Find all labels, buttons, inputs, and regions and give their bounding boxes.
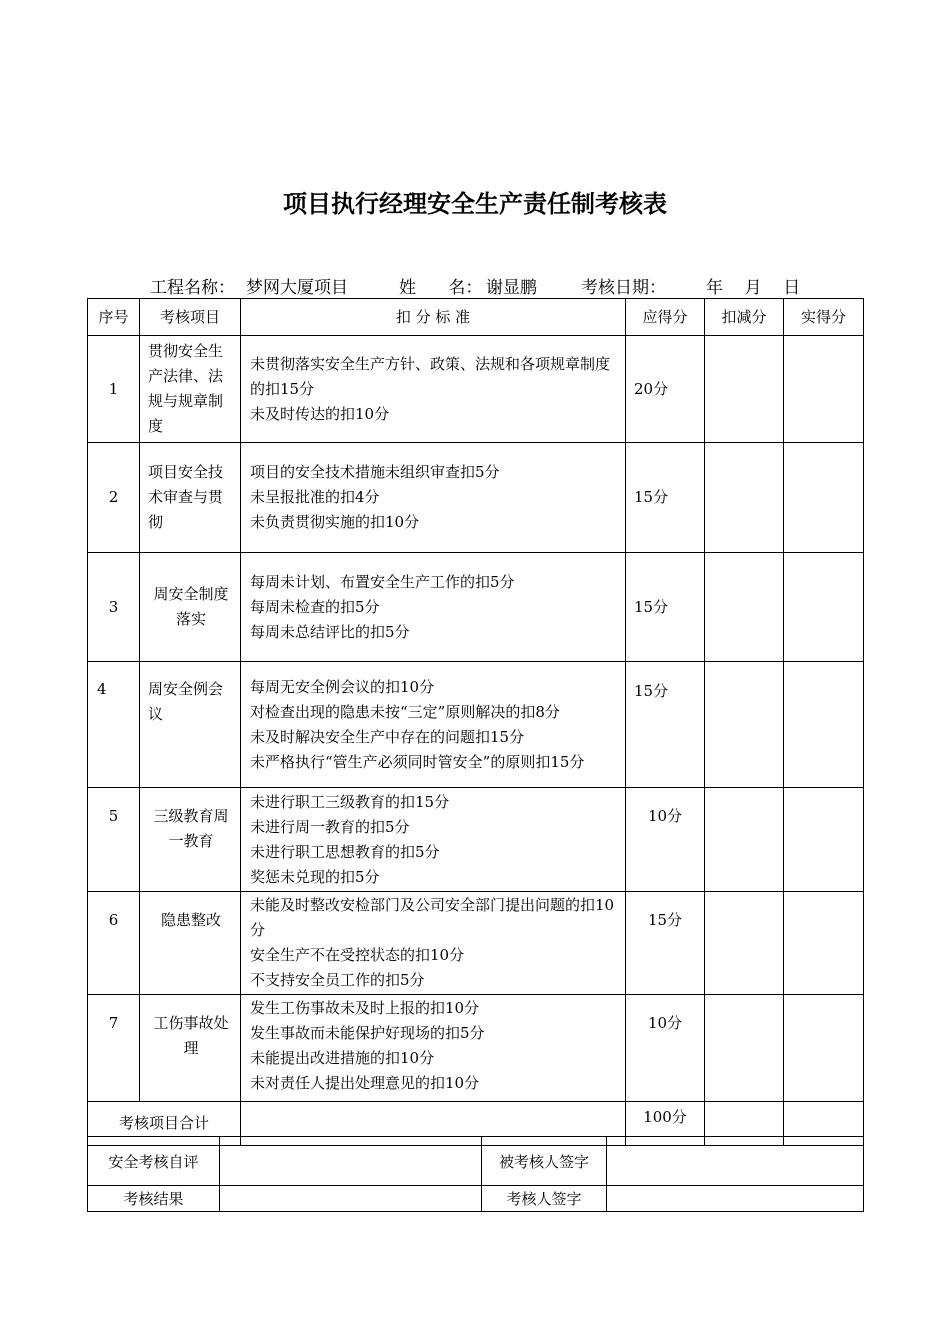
row-deduct-cell xyxy=(705,995,784,1102)
row-no: 1 xyxy=(88,336,140,443)
header-item: 考核项目 xyxy=(140,299,241,336)
row-points: 20分 xyxy=(626,336,705,443)
row-standard xyxy=(241,336,626,443)
header-points: 应得分 xyxy=(626,299,705,336)
self-eval-field[interactable] xyxy=(220,1137,482,1186)
header-row xyxy=(88,299,864,336)
standard-line: 未贯彻落实安全生产方针、政策、法规和各项规章制度的扣15分 xyxy=(250,354,611,398)
standard-line: 发生事故而未能保护好现场的扣5分 xyxy=(250,1024,485,1042)
row-no: 7 xyxy=(88,995,140,1102)
header-actual: 实得分 xyxy=(784,299,864,336)
row-deduct-cell xyxy=(705,662,784,788)
row-no: 5 xyxy=(88,788,140,892)
table-row xyxy=(88,662,864,788)
assessor-sign-label: 考核人签字 xyxy=(482,1186,607,1212)
signature-table xyxy=(87,1136,864,1212)
assessee-sign-label: 被考核人签字 xyxy=(482,1137,607,1186)
row-no: 6 xyxy=(88,892,140,995)
standard-line: 项目的安全技术措施未组织审查扣5分 xyxy=(250,463,500,481)
assessee-sign-field[interactable] xyxy=(607,1137,864,1186)
page-title: 项目执行经理安全生产责任制考核表 xyxy=(283,190,667,218)
header-standard: 扣 分 标 准 xyxy=(241,299,626,336)
standard-line: 未进行职工思想教育的扣5分 xyxy=(250,842,440,861)
row-standard xyxy=(241,892,626,995)
standard-line: 每周未总结评比的扣5分 xyxy=(250,622,410,641)
standard-line: 未严格执行“管生产必须同时管安全”的原则扣15分 xyxy=(250,752,585,771)
standard-line: 未及时传达的扣10分 xyxy=(250,404,390,423)
header-no: 序号 xyxy=(88,299,140,336)
row-item: 周安全制度落实 xyxy=(140,553,241,662)
row-points: 10分 xyxy=(626,788,705,892)
total-points: 100分 xyxy=(626,1102,705,1146)
standard-line: 每周未检查的扣5分 xyxy=(250,597,380,616)
row-no: 4 xyxy=(88,662,140,788)
project-value: 梦网大厦项目 xyxy=(246,278,348,298)
standard-line: 未对责任人提出处理意见的扣10分 xyxy=(250,1074,480,1092)
row-deduct-cell xyxy=(705,788,784,892)
result-label: 考核结果 xyxy=(88,1186,220,1212)
standard-line: 对检查出现的隐患未按“三定”原则解决的扣8分 xyxy=(250,702,560,721)
row-points: 15分 xyxy=(626,892,705,995)
row-points: 15分 xyxy=(626,662,705,788)
date-value: 年 月 日 xyxy=(706,278,801,298)
name-value: 谢显鹏 xyxy=(486,278,537,298)
standard-line: 未进行周一教育的扣5分 xyxy=(250,817,410,836)
standard-line: 发生工伤事故未及时上报的扣10分 xyxy=(250,999,480,1017)
row-item: 项目安全技术审查与贯彻 xyxy=(140,443,241,553)
table-row xyxy=(88,995,864,1102)
table-row xyxy=(88,443,864,553)
standard-line: 未及时解决安全生产中存在的问题扣15分 xyxy=(250,727,525,746)
row-actual-cell xyxy=(784,336,864,443)
row-actual-cell xyxy=(784,788,864,892)
self-eval-label: 安全考核自评 xyxy=(88,1137,220,1186)
row-standard xyxy=(241,443,626,553)
table-row xyxy=(88,892,864,995)
row-standard xyxy=(241,553,626,662)
row-actual-cell xyxy=(784,995,864,1102)
table-row xyxy=(88,336,864,443)
assessor-sign-field[interactable] xyxy=(607,1186,864,1212)
standard-line: 每周未计划、布置安全生产工作的扣5分 xyxy=(250,572,515,591)
project-label: 工程名称： xyxy=(150,278,235,298)
total-label: 考核项目合计 xyxy=(88,1102,241,1146)
standard-line: 安全生产不在受控状态的扣10分 xyxy=(250,946,465,964)
row-standard xyxy=(241,995,626,1102)
standard-line: 未负责贯彻实施的扣10分 xyxy=(250,513,420,531)
row-deduct-cell xyxy=(705,336,784,443)
standard-line: 未能提出改进措施的扣10分 xyxy=(250,1049,435,1067)
row-no: 3 xyxy=(88,553,140,662)
row-deduct-cell xyxy=(705,553,784,662)
row-deduct-cell xyxy=(705,443,784,553)
standard-line: 未能及时整改安检部门及公司安全部门提出问题的扣10分 xyxy=(250,896,615,939)
row-points: 15分 xyxy=(626,553,705,662)
row-item: 周安全例会议 xyxy=(140,662,241,788)
row-no: 2 xyxy=(88,443,140,553)
date-label: 考核日期： xyxy=(581,278,666,298)
row-item: 隐患整改 xyxy=(140,892,241,995)
table-row xyxy=(88,788,864,892)
row-standard xyxy=(241,662,626,788)
self-eval-row xyxy=(88,1137,864,1186)
result-field[interactable] xyxy=(220,1186,482,1212)
standard-line: 未进行职工三级教育的扣15分 xyxy=(250,792,450,811)
table-row xyxy=(88,553,864,662)
row-item: 贯彻安全生产法律、法规与规章制度 xyxy=(140,336,241,443)
row-actual-cell xyxy=(784,443,864,553)
row-points: 10分 xyxy=(626,995,705,1102)
result-row xyxy=(88,1186,864,1212)
row-standard xyxy=(241,788,626,892)
row-actual-cell xyxy=(784,662,864,788)
standard-line: 未呈报批准的扣4分 xyxy=(250,488,380,506)
row-item: 工伤事故处理 xyxy=(140,995,241,1102)
standard-line: 每周无安全例会议的扣10分 xyxy=(250,677,435,696)
assessment-table xyxy=(87,298,864,1146)
row-actual-cell xyxy=(784,892,864,995)
header-deduct: 扣减分 xyxy=(705,299,784,336)
name-label: 姓 名： xyxy=(399,278,483,298)
row-deduct-cell xyxy=(705,892,784,995)
standard-line: 不支持安全员工作的扣5分 xyxy=(250,971,425,989)
standard-line: 奖惩未兑现的扣5分 xyxy=(250,867,380,886)
row-actual-cell xyxy=(784,553,864,662)
row-item: 三级教育周一教育 xyxy=(140,788,241,892)
row-points: 15分 xyxy=(626,443,705,553)
